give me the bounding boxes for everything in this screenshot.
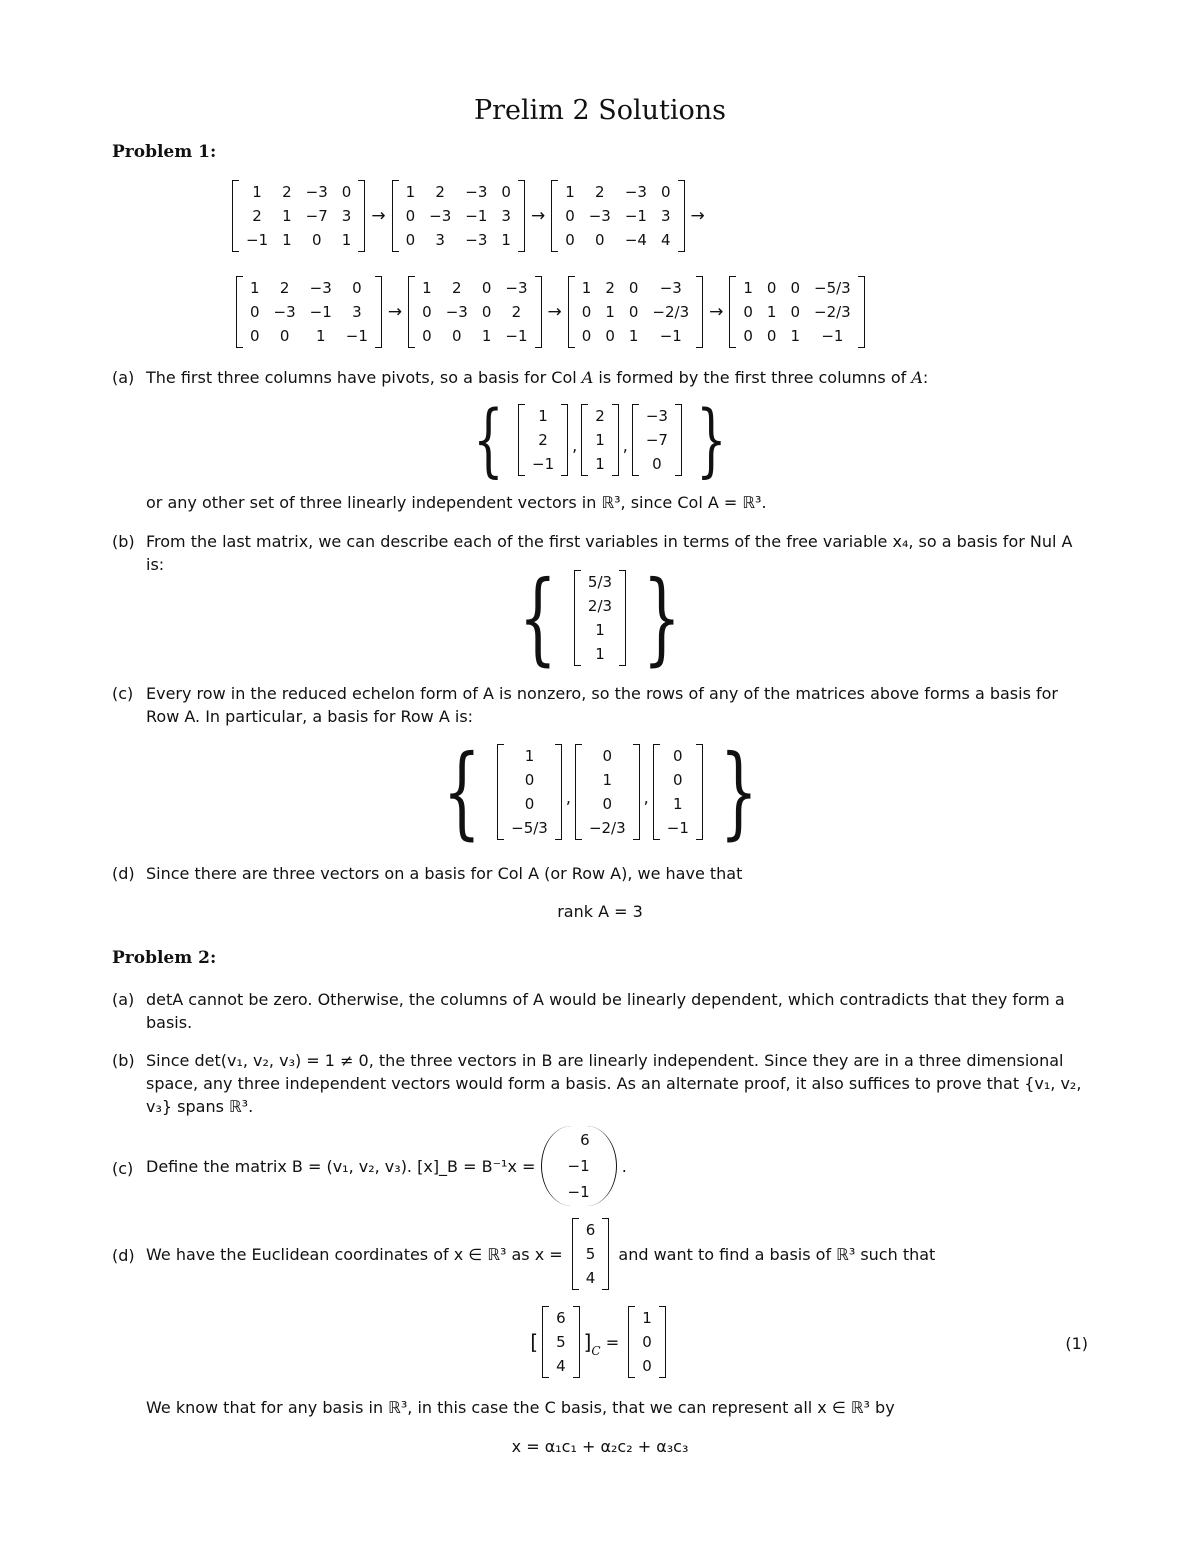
augmented-matrix [232, 180, 365, 252]
matrix-entry: 0 [481, 303, 492, 321]
matrix-entry: 0 [481, 279, 492, 297]
right-brace-icon: } [642, 559, 681, 676]
col-basis-vectors: { 1 2 −1 , 2 1 1 , −3 −7 0 } [473, 393, 727, 486]
matrix-entry: −7 [305, 207, 328, 225]
augmented-matrix [408, 276, 541, 348]
arrow-icon: → [530, 206, 546, 226]
matrix-entry: 1 [605, 303, 615, 321]
item-text-2d-after: We know that for any basis in ℝ³, in this case the C basis, that we can represent all x ∈ ℝ³ by [146, 1398, 895, 1417]
matrix-entry: 1 [628, 327, 639, 345]
matrix-entry: 0 [766, 279, 777, 297]
matrix-entry: 1 [602, 771, 613, 789]
left-brace-icon: { [473, 393, 504, 486]
vector-entry: −1 [567, 1157, 590, 1175]
nul-basis-vector [0, 559, 1200, 676]
matrix-entry: −1 [821, 327, 844, 345]
item-label-2a: (a) [112, 990, 135, 1009]
matrix-entry: 1 [341, 231, 352, 249]
matrix-entry: 0 [581, 327, 592, 345]
augmented-matrix [729, 276, 864, 348]
matrix-entry: 1 [282, 207, 292, 225]
matrix-entry: 5/3 [587, 573, 613, 591]
item-text-1c: Every row in the reduced echelon form of A is nonzero, so the rows of any of the matrices above forms a basis for Row A. In particular, a basis for Row A is: [146, 684, 1059, 726]
matrix-entry: 1 [501, 231, 511, 249]
matrix-entry: 3 [352, 303, 362, 321]
matrix-entry: 0 [501, 183, 511, 201]
item-label-2c: (c) [112, 1159, 134, 1178]
left-brace-icon: { [519, 559, 558, 676]
matrix-entry: 1 [595, 645, 605, 663]
matrix-entry: 0 [279, 327, 290, 345]
matrix-entry: −3 [624, 183, 647, 201]
matrix-entry: 6 [556, 1309, 566, 1327]
matrix-entry: −1 [345, 327, 368, 345]
matrix-entry: −1 [465, 207, 488, 225]
matrix-entry: 1 [790, 327, 801, 345]
column-vector [574, 570, 626, 666]
linear-combination-equation: x = α₁c₁ + α₂c₂ + α₃c₃ [511, 1437, 689, 1456]
matrix-entry: 0 [405, 207, 416, 225]
matrix-entry: 0 [673, 771, 683, 789]
column-vector [575, 744, 640, 840]
item-text-2c: Define the matrix B = (v₁, v₂, v₃). [x]_B = B⁻¹x = 6 −1 −1 . [146, 1126, 627, 1206]
item-label-1c: (c) [112, 684, 134, 703]
row-basis-vectors: { 1 0 0 −5/3 , 0 1 0 −2/3 , 0 0 1 −1 } [442, 733, 758, 850]
row-reduction-row-2 [232, 276, 869, 348]
matrix-entry: 1 [524, 747, 535, 765]
augmented-matrix [236, 276, 382, 348]
matrix-entry: −5/3 [511, 819, 548, 837]
column-vector [632, 404, 682, 476]
item-text-1a-after: or any other set of three linearly independent vectors in ℝ³, since Col A = ℝ³. [146, 493, 767, 512]
item-text-2b: Since det(v₁, v₂, v₃) = 1 ≠ 0, the three vectors in B are linearly independent. Since they are in a three dimensional space, any three independent vectors would form a basis. As an alternate proof, it also suffices to prove that {v₁, v₂, v₃} spans ℝ³. [146, 1051, 1082, 1116]
matrix-entry: −1 [666, 819, 689, 837]
item-label-1a: (a) [112, 368, 135, 387]
arrow-icon: → [387, 302, 403, 322]
matrix-entry: −3 [305, 183, 328, 201]
matrix-entry: 0 [581, 303, 592, 321]
matrix-entry: −2/3 [588, 819, 626, 837]
matrix-entry: 1 [250, 279, 260, 297]
item-label-1d: (d) [112, 864, 135, 883]
matrix-entry: 0 [452, 327, 462, 345]
augmented-matrix [568, 276, 703, 348]
matrix-entry: −7 [645, 431, 668, 449]
matrix-entry: 0 [405, 231, 416, 249]
matrix-entry: 0 [595, 231, 605, 249]
matrix-entry: 2 [452, 279, 462, 297]
matrix-entry: 3 [341, 207, 352, 225]
matrix-entry: 0 [743, 303, 753, 321]
matrix-entry: −3 [429, 207, 452, 225]
matrix-entry: 1 [481, 327, 492, 345]
right-brace-icon: } [719, 733, 758, 850]
item-text-1a: The first three columns have pivots, so a basis for Col A is formed by the first three columns of A: [146, 368, 929, 387]
matrix-entry: −3 [309, 279, 332, 297]
matrix-entry: 0 [652, 455, 662, 473]
item-label-1b: (b) [112, 532, 135, 551]
matrix-entry: −1 [532, 455, 555, 473]
matrix-entry: −2/3 [814, 303, 851, 321]
matrix-entry: 0 [642, 1333, 652, 1351]
matrix-entry: 1 [743, 279, 753, 297]
matrix-entry: 1 [595, 431, 605, 449]
matrix-entry: 1 [405, 183, 416, 201]
row-reduction-row-1 [228, 180, 707, 252]
matrix-entry: −3 [645, 407, 668, 425]
item-label-2b: (b) [112, 1051, 135, 1070]
matrix-entry: 1 [422, 279, 432, 297]
item-label-2d: (d) [112, 1246, 135, 1265]
matrix-entry: 0 [524, 795, 535, 813]
matrix-entry: 1 [595, 455, 605, 473]
matrix-entry: −3 [659, 279, 682, 297]
matrix-entry: 1 [595, 621, 605, 639]
column-vector [581, 404, 619, 476]
column-vector [518, 404, 568, 476]
matrix-entry: 4 [585, 1269, 596, 1287]
matrix-entry: 0 [642, 1357, 652, 1375]
augmented-matrix [551, 180, 684, 252]
matrix-entry: 1 [673, 795, 683, 813]
vector-entry: 6 [580, 1131, 590, 1149]
item-text-2a: detA cannot be zero. Otherwise, the columns of A would be linearly dependent, which contradicts that they form a basis. [146, 990, 1065, 1032]
column-vector [542, 1306, 580, 1378]
matrix-entry: −3 [465, 231, 488, 249]
matrix-entry: −3 [445, 303, 468, 321]
equation-number: (1) [1065, 1334, 1088, 1353]
augmented-matrix [392, 180, 525, 252]
matrix-entry: 0 [766, 327, 777, 345]
matrix-entry: 2 [252, 207, 262, 225]
matrix-entry: −3 [465, 183, 488, 201]
matrix-entry: 1 [315, 327, 326, 345]
matrix-entry: −1 [246, 231, 269, 249]
left-brace-icon: { [442, 733, 481, 850]
matrix-entry: −1 [624, 207, 647, 225]
matrix-entry: 0 [605, 327, 615, 345]
matrix-entry: 2 [595, 183, 605, 201]
matrix-entry: −1 [309, 303, 332, 321]
column-vector [628, 1306, 666, 1378]
arrow-icon: → [709, 302, 724, 322]
problem-1-heading: Problem 1: [112, 142, 217, 162]
matrix-entry: 0 [602, 795, 613, 813]
matrix-entry: 0 [602, 747, 613, 765]
item-text-1d: Since there are three vectors on a basis for Col A (or Row A), we have that [146, 864, 743, 883]
matrix-entry: 1 [282, 231, 292, 249]
matrix-entry: −3 [505, 279, 528, 297]
rank-equation: rank A = 3 [557, 902, 643, 921]
matrix-entry: 4 [660, 231, 671, 249]
arrow-icon: → [690, 206, 705, 226]
coordinate-vector-2c [541, 1126, 617, 1206]
matrix-entry: 4 [556, 1357, 566, 1375]
matrix-entry: 6 [585, 1221, 596, 1239]
matrix-entry: 5 [556, 1333, 566, 1351]
matrix-entry: −3 [273, 303, 296, 321]
matrix-entry: 3 [435, 231, 445, 249]
matrix-entry: −5/3 [814, 279, 851, 297]
matrix-entry: 0 [565, 207, 575, 225]
coordinate-equation: [ 6 5 4 ]C = 1 0 0 [0, 1306, 1200, 1378]
matrix-entry: −3 [588, 207, 611, 225]
matrix-entry: 0 [790, 279, 801, 297]
matrix-entry: 0 [311, 231, 322, 249]
matrix-entry: 0 [422, 327, 432, 345]
matrix-entry: 0 [565, 231, 575, 249]
item-text-2d: We have the Euclidean coordinates of x ∈ ℝ³ as x = 6 5 4 and want to find a basis of ℝ³ such that [146, 1218, 935, 1290]
problem-2-heading: Problem 2: [112, 948, 217, 968]
matrix-entry: 2 [605, 279, 615, 297]
matrix-entry: 0 [250, 303, 260, 321]
matrix-entry: 3 [660, 207, 671, 225]
matrix-entry: 1 [252, 183, 262, 201]
matrix-entry: 0 [628, 279, 639, 297]
matrix-entry: 1 [565, 183, 575, 201]
matrix-entry: −4 [624, 231, 647, 249]
matrix-entry: 1 [538, 407, 548, 425]
column-vector [497, 744, 562, 840]
matrix-entry: 2 [279, 279, 290, 297]
matrix-entry: 2 [282, 183, 292, 201]
matrix-entry: −1 [659, 327, 682, 345]
matrix-entry: 5 [585, 1245, 596, 1263]
matrix-entry: 0 [673, 747, 683, 765]
matrix-entry: −1 [505, 327, 528, 345]
matrix-entry: 0 [628, 303, 639, 321]
matrix-entry: 2 [595, 407, 605, 425]
matrix-entry: 0 [352, 279, 362, 297]
page-title: Prelim 2 Solutions [473, 95, 727, 126]
arrow-icon: → [547, 302, 562, 322]
matrix-entry: 1 [642, 1309, 652, 1327]
matrix-entry: 0 [660, 183, 671, 201]
matrix-entry: 0 [422, 303, 432, 321]
vector-entry: −1 [567, 1183, 590, 1201]
matrix-entry: 3 [501, 207, 511, 225]
matrix-entry: 0 [341, 183, 352, 201]
matrix-entry: 0 [524, 771, 535, 789]
matrix-entry: 2/3 [587, 597, 613, 615]
right-brace-icon: } [696, 393, 727, 486]
arrow-icon: → [371, 206, 386, 226]
matrix-entry: 2 [538, 431, 548, 449]
matrix-entry: −2/3 [652, 303, 690, 321]
column-vector [653, 744, 703, 840]
matrix-entry: 2 [435, 183, 445, 201]
matrix-entry: 1 [766, 303, 777, 321]
matrix-entry: 0 [250, 327, 260, 345]
matrix-entry: 0 [743, 327, 753, 345]
matrix-entry: 0 [790, 303, 801, 321]
matrix-entry: 1 [581, 279, 592, 297]
column-vector [572, 1218, 610, 1290]
item-text-1b: From the last matrix, we can describe each of the first variables in terms of the free variable x₄, so a basis for Nul A is: [146, 532, 1073, 574]
matrix-entry: 2 [511, 303, 522, 321]
